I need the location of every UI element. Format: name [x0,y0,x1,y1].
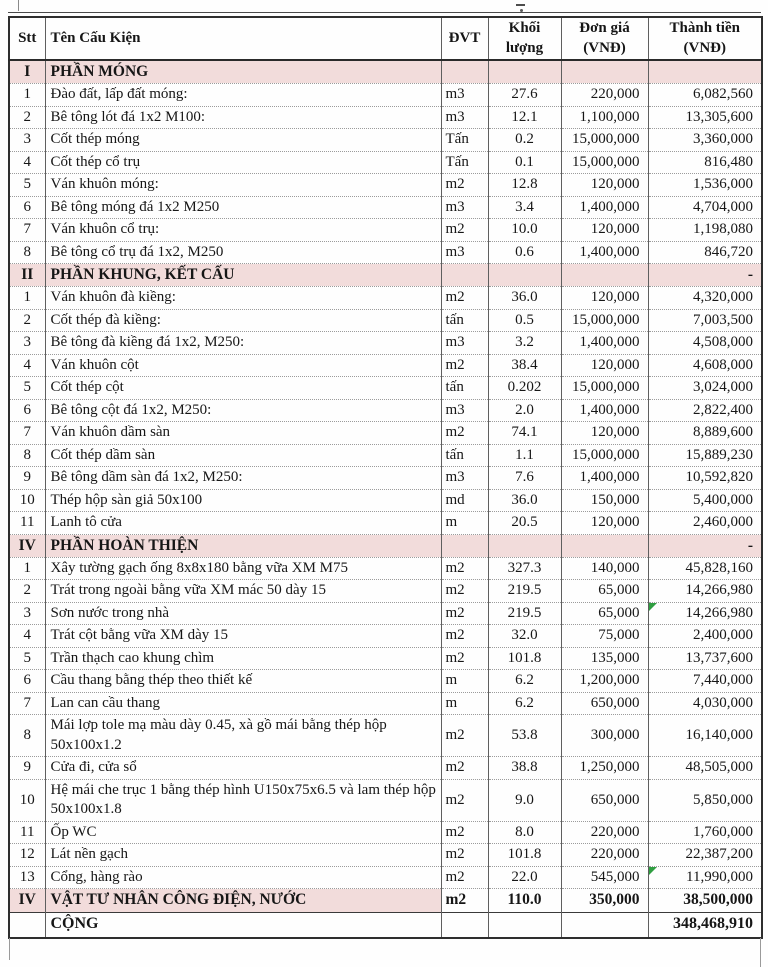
cell-unit: m2 [441,287,488,310]
grand-total-value: 348,468,910 [648,912,762,938]
cell-qty: 327.3 [488,557,561,580]
table-row [9,670,762,693]
table-header [9,17,762,60]
cell-name: Ốp WC [45,821,441,844]
cell-qty: 36.0 [488,489,561,512]
table-row [9,757,762,780]
cell-name: Bê tông cổ trụ đá 1x2, M250 [45,241,441,264]
cell-total: 13,737,600 [648,647,762,670]
table-row [9,692,762,715]
sheet-edge-line-left [9,938,10,960]
cell-qty: 6.2 [488,692,561,715]
col-header-stt: Stt [9,17,45,60]
cell-stt: 8 [9,444,45,467]
cell-name: Cửa đi, cửa sổ [45,757,441,780]
cell-price: 120,000 [561,512,648,535]
section-total-cell: - [648,534,762,557]
stray-line [18,0,19,11]
cell-name: Ván khuôn cột [45,354,441,377]
cell-total: 13,305,600 [648,106,762,129]
cell-qty: 22.0 [488,866,561,889]
cell-stt: 9 [9,757,45,780]
grand-total-label: CỘNG [45,912,441,938]
cell-stt: 1 [9,557,45,580]
cell-price: 1,200,000 [561,670,648,693]
table-row [9,354,762,377]
cell-stt: 4 [9,151,45,174]
section-unit-cell [441,264,488,287]
table-row [9,399,762,422]
cell-stt: 3 [9,129,45,152]
cell-total: 10,592,820 [648,467,762,490]
cell-unit: m3 [441,196,488,219]
cell-qty: 219.5 [488,580,561,603]
cell-stt: 10 [9,489,45,512]
cell-unit: m2 [441,580,488,603]
footer-empty-stt [9,912,45,938]
cell-qty: 27.6 [488,84,561,107]
cell-name: Đào đất, lấp đất móng: [45,84,441,107]
cell-total: 4,608,000 [648,354,762,377]
section-title-cell: PHẦN MÓNG [45,60,441,84]
cell-total: 5,400,000 [648,489,762,512]
cell-stt: 8 [9,241,45,264]
section-header-row [9,264,762,287]
cell-stt: 12 [9,844,45,867]
table-row [9,602,762,625]
cell-price: 220,000 [561,821,648,844]
cell-total: 6,082,560 [648,84,762,107]
cell-total: 1,536,000 [648,174,762,197]
cell-price: 150,000 [561,489,648,512]
cell-qty: 219.5 [488,602,561,625]
cell-qty: 0.6 [488,241,561,264]
stray-mark [516,4,525,6]
cell-stt: 5 [9,377,45,400]
cell-stt: 2 [9,309,45,332]
table-row [9,512,762,535]
table-row [9,715,762,757]
table-row [9,467,762,490]
cell-unit: m3 [441,106,488,129]
cell-total: 846,720 [648,241,762,264]
table-row [9,241,762,264]
table-row [9,84,762,107]
section-header-row [9,60,762,84]
cell-unit: Tấn [441,129,488,152]
section-qty-cell [488,264,561,287]
section-total-cell: 38,500,000 [648,889,762,912]
cell-qty: 1.1 [488,444,561,467]
section-price-cell [561,534,648,557]
cell-total: 2,822,400 [648,399,762,422]
cell-stt: 1 [9,84,45,107]
cell-price: 220,000 [561,844,648,867]
cost-estimate-table [8,16,763,939]
cell-unit: tấn [441,309,488,332]
section-price-cell [561,264,648,287]
cell-total: 4,320,000 [648,287,762,310]
cell-unit: tấn [441,377,488,400]
table-row [9,422,762,445]
cell-total: 15,889,230 [648,444,762,467]
cell-name: Bê tông dầm sàn đá 1x2, M250: [45,467,441,490]
cell-price: 1,250,000 [561,757,648,780]
cell-name: Bê tông móng đá 1x2 M250 [45,196,441,219]
cell-unit: Tấn [441,151,488,174]
table-row [9,866,762,889]
cell-name: Lan can cầu thang [45,692,441,715]
cell-name: Cốt thép cột [45,377,441,400]
cell-total: 4,030,000 [648,692,762,715]
cell-name: Cốt thép cổ trụ [45,151,441,174]
cell-name: Lát nền gạch [45,844,441,867]
cell-qty: 74.1 [488,422,561,445]
cell-total: 3,024,000 [648,377,762,400]
cell-stt: 6 [9,670,45,693]
cell-qty: 3.2 [488,332,561,355]
cell-unit: m2 [441,647,488,670]
cell-total: 11,990,000 [648,866,762,889]
cell-qty: 38.4 [488,354,561,377]
table-row [9,625,762,648]
col-header-unit-price: Đơn giá (VNĐ) [561,17,648,60]
cell-qty: 0.2 [488,129,561,152]
cell-name: Trát trong ngoài bằng vữa XM mác 50 dày 15 [45,580,441,603]
cell-price: 650,000 [561,692,648,715]
cell-unit: m2 [441,625,488,648]
grand-total-row [9,912,762,938]
cell-price: 140,000 [561,557,648,580]
cell-name: Sơn nước trong nhà [45,602,441,625]
cell-unit: md [441,489,488,512]
cell-qty: 9.0 [488,779,561,821]
col-header-unit: ĐVT [441,17,488,60]
table-row [9,489,762,512]
cell-price: 75,000 [561,625,648,648]
col-header-total: Thành tiền (VNĐ) [648,17,762,60]
table-row [9,332,762,355]
cell-stt: 7 [9,219,45,242]
cell-unit: m2 [441,715,488,757]
cell-unit: m2 [441,602,488,625]
sheet-edge-line-right [760,938,761,967]
section-price-cell: 350,000 [561,889,648,912]
cell-unit: m2 [441,422,488,445]
cell-unit: m2 [441,354,488,377]
cell-price: 120,000 [561,422,648,445]
cell-qty: 20.5 [488,512,561,535]
section-unit-cell [441,60,488,84]
cell-price: 15,000,000 [561,444,648,467]
cell-name: Xây tường gạch ống 8x8x180 bằng vữa XM M75 [45,557,441,580]
cell-qty: 32.0 [488,625,561,648]
cell-unit: m2 [441,779,488,821]
section-qty-cell [488,60,561,84]
table-row [9,151,762,174]
cell-price: 650,000 [561,779,648,821]
table-row [9,287,762,310]
cell-unit: m2 [441,557,488,580]
cell-price: 65,000 [561,580,648,603]
table-row [9,377,762,400]
cell-total: 5,850,000 [648,779,762,821]
cell-price: 15,000,000 [561,129,648,152]
table-footer [9,912,762,938]
cell-total: 816,480 [648,151,762,174]
table-row [9,106,762,129]
cell-price: 1,400,000 [561,332,648,355]
cell-name: Lanh tô cửa [45,512,441,535]
cell-name: Cốt thép đà kiềng: [45,309,441,332]
cell-price: 1,400,000 [561,196,648,219]
table-row [9,821,762,844]
section-title-cell: VẬT TƯ NHÂN CÔNG ĐIỆN, NƯỚC [45,889,441,912]
cell-unit: tấn [441,444,488,467]
cell-total: 2,460,000 [648,512,762,535]
cell-name: Thép hộp sàn giả 50x100 [45,489,441,512]
section-unit-cell: m2 [441,889,488,912]
cell-qty: 0.5 [488,309,561,332]
cell-total: 7,003,500 [648,309,762,332]
cell-total: 1,760,000 [648,821,762,844]
cell-stt: 2 [9,580,45,603]
cell-total: 16,140,000 [648,715,762,757]
cell-name: Hệ mái che trục 1 bằng thép hình U150x75x6.5 và lam thép hộp 50x100x1.8 [45,779,441,821]
cell-stt: 11 [9,512,45,535]
cell-unit: m [441,512,488,535]
cell-stt: 6 [9,399,45,422]
cell-unit: m [441,670,488,693]
cell-unit: m2 [441,844,488,867]
cell-unit: m2 [441,821,488,844]
cell-price: 300,000 [561,715,648,757]
cell-total: 14,266,980 [648,580,762,603]
cell-stt: 5 [9,647,45,670]
cell-name: Ván khuôn cổ trụ: [45,219,441,242]
cell-qty: 7.6 [488,467,561,490]
cell-name: Bê tông đà kiềng đá 1x2, M250: [45,332,441,355]
table-row [9,309,762,332]
cell-name: Ván khuôn đà kiềng: [45,287,441,310]
section-title-cell: PHẦN HOÀN THIỆN [45,534,441,557]
cell-unit: m3 [441,241,488,264]
cell-stt: 4 [9,354,45,377]
cell-qty: 3.4 [488,196,561,219]
cell-price: 65,000 [561,602,648,625]
cell-total: 48,505,000 [648,757,762,780]
cell-stt: 7 [9,692,45,715]
cell-qty: 101.8 [488,844,561,867]
comment-marker-icon [649,603,657,611]
cell-price: 135,000 [561,647,648,670]
cell-name: Bê tông cột đá 1x2, M250: [45,399,441,422]
cell-price: 120,000 [561,287,648,310]
cell-unit: m3 [441,84,488,107]
cell-qty: 2.0 [488,399,561,422]
cell-stt: 10 [9,779,45,821]
table-row [9,444,762,467]
cell-price: 15,000,000 [561,151,648,174]
section-no-cell: I [9,60,45,84]
cell-unit: m2 [441,174,488,197]
cell-name: Cầu thang bằng thép theo thiết kế [45,670,441,693]
cell-price: 1,400,000 [561,399,648,422]
cell-total: 3,360,000 [648,129,762,152]
cell-name: Ván khuôn móng: [45,174,441,197]
section-total-cell: - [648,264,762,287]
cell-qty: 10.0 [488,219,561,242]
cell-qty: 101.8 [488,647,561,670]
cell-unit: m2 [441,866,488,889]
cell-name: Bê tông lót đá 1x2 M100: [45,106,441,129]
cell-total: 45,828,160 [648,557,762,580]
cell-total: 4,704,000 [648,196,762,219]
cell-price: 120,000 [561,354,648,377]
section-no-cell: IV [9,889,45,912]
cell-name: Mái lợp tole mạ màu dày 0.45, xà gồ mái bằng thép hộp 50x100x1.2 [45,715,441,757]
cell-name: Cốt thép móng [45,129,441,152]
cell-price: 545,000 [561,866,648,889]
cell-name: Cổng, hàng rào [45,866,441,889]
cell-stt: 2 [9,106,45,129]
cell-price: 15,000,000 [561,309,648,332]
table-row [9,174,762,197]
cell-qty: 0.1 [488,151,561,174]
table-row [9,219,762,242]
section-no-cell: II [9,264,45,287]
cell-unit: m3 [441,467,488,490]
section-unit-cell [441,534,488,557]
footer-empty-price [561,912,648,938]
cell-qty: 8.0 [488,821,561,844]
table-row [9,129,762,152]
cell-stt: 3 [9,602,45,625]
cell-total: 8,889,600 [648,422,762,445]
table-row [9,196,762,219]
cell-price: 1,400,000 [561,467,648,490]
section-header-row [9,534,762,557]
cell-qty: 12.1 [488,106,561,129]
table-row [9,580,762,603]
table-row [9,844,762,867]
cell-qty: 0.202 [488,377,561,400]
table-top-rule [8,12,761,13]
cell-unit: m3 [441,332,488,355]
footer-empty-unit [441,912,488,938]
cell-price: 120,000 [561,174,648,197]
section-total-cell [648,60,762,84]
table-row [9,779,762,821]
cell-stt: 4 [9,625,45,648]
section-header-row [9,889,762,912]
cell-price: 1,100,000 [561,106,648,129]
cell-total: 1,198,080 [648,219,762,242]
cell-qty: 12.8 [488,174,561,197]
cell-name: Ván khuôn dầm sàn [45,422,441,445]
col-header-quantity: Khối lượng [488,17,561,60]
cell-qty: 53.8 [488,715,561,757]
cell-price: 15,000,000 [561,377,648,400]
section-title-cell: PHẦN KHUNG, KẾT CẤU [45,264,441,287]
cell-stt: 9 [9,467,45,490]
comment-marker-icon [649,867,657,875]
cell-price: 1,400,000 [561,241,648,264]
header-row [9,17,762,60]
cell-stt: 13 [9,866,45,889]
section-qty-cell [488,534,561,557]
section-no-cell: IV [9,534,45,557]
cell-unit: m2 [441,219,488,242]
cell-unit: m2 [441,757,488,780]
table-row [9,647,762,670]
cell-total: 7,440,000 [648,670,762,693]
col-header-component-name: Tên Cấu Kiện [45,17,441,60]
cell-stt: 3 [9,332,45,355]
cell-unit: m [441,692,488,715]
footer-empty-qty [488,912,561,938]
cell-qty: 38.8 [488,757,561,780]
cell-qty: 36.0 [488,287,561,310]
cell-stt: 6 [9,196,45,219]
cell-name: Trát cột bằng vữa XM dày 15 [45,625,441,648]
cell-price: 220,000 [561,84,648,107]
cell-unit: m3 [441,399,488,422]
cell-stt: 11 [9,821,45,844]
cell-total: 14,266,980 [648,602,762,625]
section-price-cell [561,60,648,84]
cell-stt: 7 [9,422,45,445]
cell-total: 2,400,000 [648,625,762,648]
cell-total: 4,508,000 [648,332,762,355]
cell-stt: 1 [9,287,45,310]
table-row [9,557,762,580]
cell-name: Cốt thép dầm sàn [45,444,441,467]
cell-stt: 8 [9,715,45,757]
cell-price: 120,000 [561,219,648,242]
table-body [9,60,762,912]
cell-total: 22,387,200 [648,844,762,867]
cell-qty: 6.2 [488,670,561,693]
cell-name: Trần thạch cao khung chìm [45,647,441,670]
cell-stt: 5 [9,174,45,197]
section-qty-cell: 110.0 [488,889,561,912]
